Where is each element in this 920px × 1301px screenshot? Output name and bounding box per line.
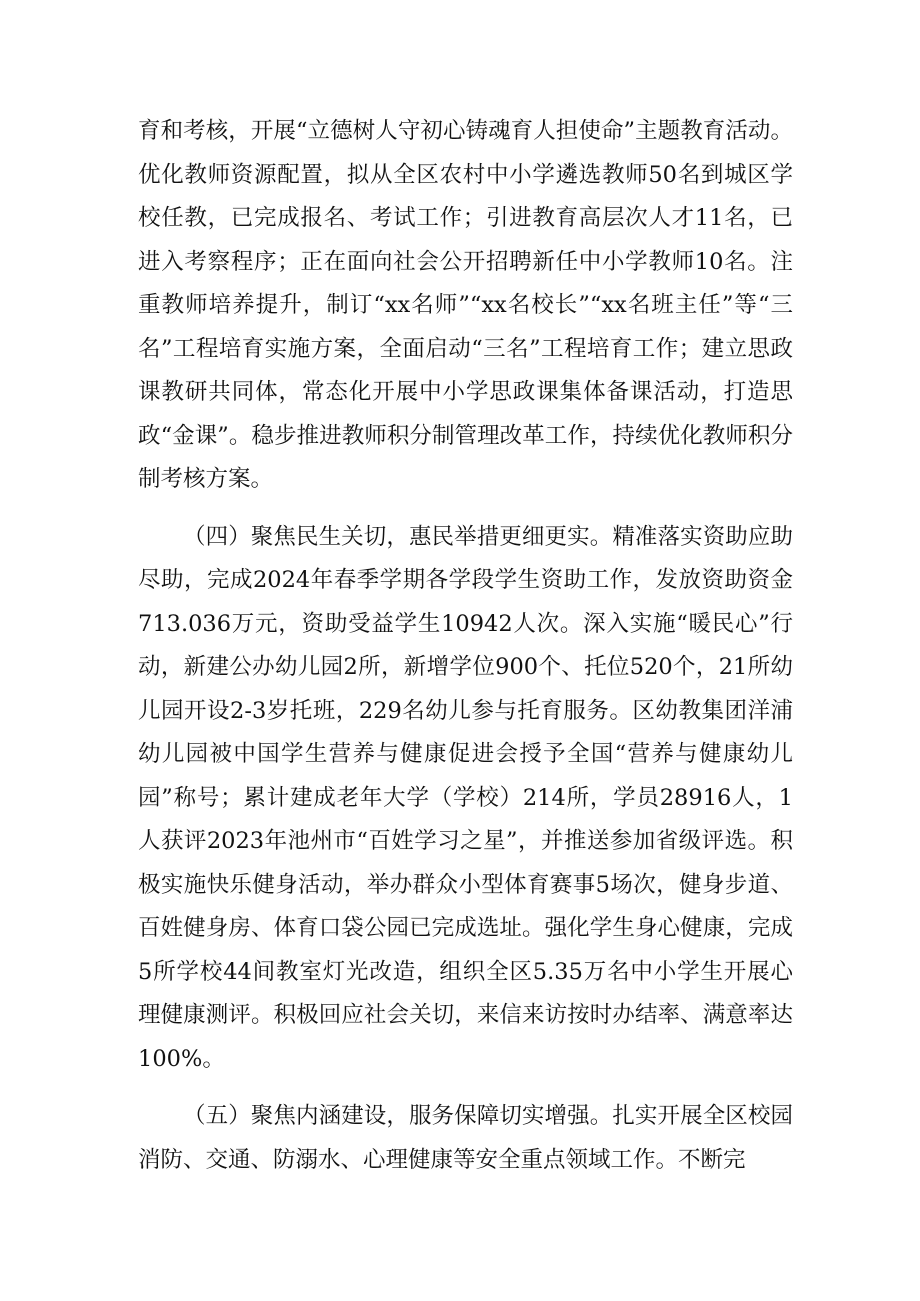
document-body xyxy=(138,110,793,1182)
paragraph-service-support: （五）聚焦内涵建设，服务保障切实增强。扎实开展全区校园消防、交通、防溺水、心理健康等安全重点领域工作。不断完 xyxy=(138,1103,793,1173)
paragraph-teacher-development: 育和考核，开展“立德树人守初心铸魂育人担使命”主题教育活动。优化教师资源配置，拟从全区农村中小学遴选教师50名到城区学校任教，已完成报名、考试工作；引进教育高层次人才11名，已进入考察程序；正在面向社会公开招聘新任中小学教师10名。注重教师培养提升，制订“xx名师”“xx名校长”“xx名班主任”等“三名”工程培育实施方案，全面启动“三名”工程培育工作；建立思政课教研共同体，常态化开展中小学思政课集体备课活动，打造思政“金课”。稳步推进教师积分制管理改革工作，持续优化教师积分制考核方案。 xyxy=(138,118,793,492)
paragraph-livelihood: （四）聚焦民生关切，惠民举措更细更实。精准落实资助应助尽助，完成2024年春季学期各学段学生资助工作，发放资助资金713.036万元，资助受益学生10942人次。深入实施“暖民心”行动，新建公办幼儿园2所，新增学位900个、托位520个，21所幼儿园开设2-3岁托班，229名幼儿参与托育服务。区幼教集团洋浦幼儿园被中国学生营养与健康促进会授予全国“营养与健康幼儿园”称号；累计建成老年大学（学校）214所，学员28916人，1人获评2023年池州市“百姓学习之星”，并推送参加省级评选。积极实施快乐健身活动，举办群众小型体育赛事5场次，健身步道、百姓健身房、体育口袋公园已完成选址。强化学生身心健康，完成5所学校44间教室灯光改造，组织全区5.35万名中小学生开展心理健康测评。积极回应社会关切，来信来访按时办结率、满意率达100%。 xyxy=(138,523,793,1072)
